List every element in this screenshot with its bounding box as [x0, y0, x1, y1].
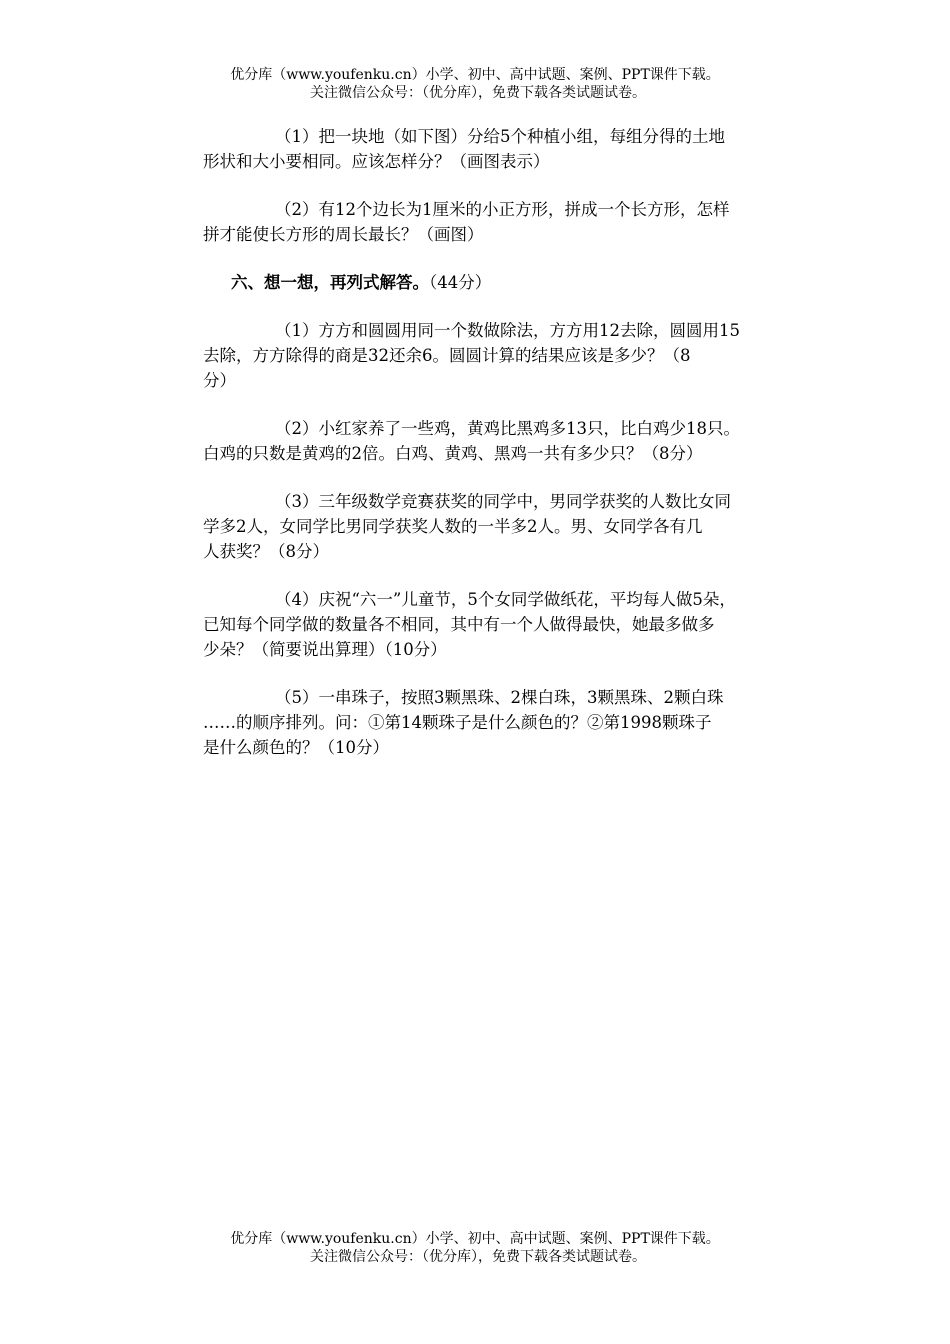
q6-2-line-1: （2）小红家养了一些鸡，黄鸡比黑鸡多13只，比白鸡少18只。: [275, 419, 740, 438]
section-6-title: 六、想一想，再列式解答。: [231, 273, 429, 292]
section-6-heading: [203, 270, 823, 295]
q6-1-line-3: 分）: [203, 371, 236, 390]
q6-1-line-1: （1）方方和圆圆用同一个数做除法，方方用12去除，圆圆用15: [275, 321, 740, 340]
q6-4-line-2: 已知每个同学做的数量各不相同，其中有一个人做得最快，她最多做多: [203, 615, 715, 634]
q6-5-line-1: （5）一串珠子，按照3颗黑珠、2棵白珠，3颗黑珠、2颗白珠: [275, 688, 724, 707]
q6-3-line-2: 学多2人，女同学比男同学获奖人数的一半多2人。男、女同学各有几: [203, 517, 703, 536]
q5-2-line-2: 拼才能使长方形的周长最长？（画图）: [203, 225, 484, 244]
q6-3-line-1: （3）三年级数学竞赛获奖的同学中，男同学获奖的人数比女同: [275, 492, 731, 511]
document-body: [203, 124, 823, 760]
page-footer: [0, 1230, 950, 1266]
header-line-1: 优分库（www.youfenku.cn）小学、初中、高中试题、案例、PPT课件下载。: [230, 67, 720, 83]
q5-1-line-2: 形状和大小要相同。应该怎样分？（画图表示）: [203, 152, 550, 171]
q6-3-line-3: 人获奖？（8分）: [203, 542, 329, 561]
q5-1-line-1: （1）把一块地（如下图）分给5个种植小组，每组分得的土地: [275, 127, 725, 146]
question-5-2: [203, 197, 823, 247]
footer-line-2: 关注微信公众号：（优分库），免费下载各类试题试卷。: [310, 1249, 646, 1265]
footer-line-1: 优分库（www.youfenku.cn）小学、初中、高中试题、案例、PPT课件下载。: [230, 1231, 720, 1247]
question-6-5: [203, 685, 823, 760]
question-5-1: [203, 124, 823, 174]
question-6-4: [203, 587, 823, 662]
q6-5-line-3: 是什么颜色的？（10分）: [203, 738, 389, 757]
page-header: [0, 66, 950, 102]
section-6-points: （44分）: [429, 273, 492, 292]
question-6-1: [203, 318, 823, 393]
q6-2-line-2: 白鸡的只数是黄鸡的2倍。白鸡、黄鸡、黑鸡一共有多少只？（8分）: [203, 444, 703, 463]
q6-4-line-3: 少朵？（简要说出算理）（10分）: [203, 640, 447, 659]
header-line-2: 关注微信公众号：（优分库），免费下载各类试题试卷。: [310, 85, 646, 101]
question-6-2: [203, 416, 823, 466]
question-6-3: [203, 489, 823, 564]
q5-2-line-1: （2）有12个边长为1厘米的小正方形，拼成一个长方形，怎样: [275, 200, 730, 219]
q6-4-line-1: （4）庆祝“六一”儿童节，5个女同学做纸花，平均每人做5朵，: [275, 590, 736, 609]
q6-5-line-2: ……的顺序排列。问：①第14颗珠子是什么颜色的？②第1998颗珠子: [203, 713, 712, 732]
q6-1-line-2: 去除，方方除得的商是32还余6。圆圆计算的结果应该是多少？（8: [203, 346, 691, 365]
